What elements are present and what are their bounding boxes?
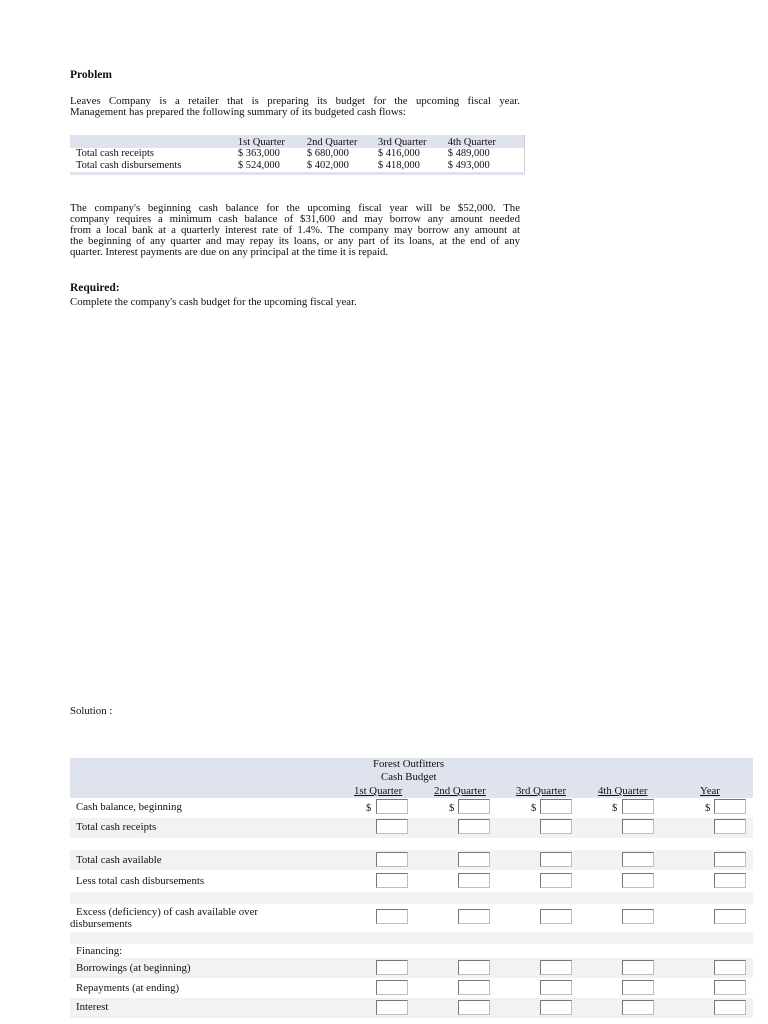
col-header-q1: 1st Quarter — [354, 785, 403, 797]
cell-value: $ 493,000 — [448, 160, 525, 174]
input-receipts-q1[interactable] — [376, 819, 408, 834]
input-repayments-q3[interactable] — [540, 980, 572, 995]
input-disbursements-q2[interactable] — [458, 873, 490, 888]
row-label-financing: Financing: — [76, 945, 123, 957]
cell-value: $ 416,000 — [377, 148, 420, 159]
details-line: quarter. Interest payments are due on any principal at the time it is repaid. — [70, 246, 389, 258]
dollar-sign: $ — [612, 803, 618, 814]
input-borrowings-year[interactable] — [714, 960, 746, 975]
row-label-interest: Interest — [76, 1001, 109, 1013]
table-row — [70, 160, 525, 174]
row-band — [70, 892, 753, 904]
required-text: Complete the company's cash budget for the upcoming fiscal year. — [70, 296, 357, 308]
row-label: Total cash disbursements — [70, 160, 236, 174]
cell-value: $ 489,000 — [448, 148, 525, 160]
input-disbursements-q4[interactable] — [622, 873, 654, 888]
col-header-q4: 4th Quarter — [598, 785, 648, 797]
input-interest-q3[interactable] — [540, 1000, 572, 1015]
summary-col-header: 1st Quarter — [236, 135, 307, 148]
input-disbursements-year[interactable] — [714, 873, 746, 888]
budget-title: Cash Budget — [381, 771, 437, 783]
input-borrowings-q1[interactable] — [376, 960, 408, 975]
input-excess-year[interactable] — [714, 909, 746, 924]
problem-heading: Problem — [70, 69, 112, 81]
summary-col-header: 2nd Quarter — [307, 135, 378, 148]
input-repayments-q4[interactable] — [622, 980, 654, 995]
input-cash-beginning-q4[interactable] — [622, 799, 654, 814]
col-header-year: Year — [700, 785, 720, 797]
input-receipts-year[interactable] — [714, 819, 746, 834]
row-band — [70, 932, 753, 944]
problem-intro — [70, 96, 520, 118]
summary-col-header: 3rd Quarter — [378, 135, 448, 148]
input-interest-q2[interactable] — [458, 1000, 490, 1015]
input-available-q3[interactable] — [540, 852, 572, 867]
row-label-excess-line1: Excess (deficiency) of cash available over — [76, 906, 258, 918]
input-interest-year[interactable] — [714, 1000, 746, 1015]
input-available-year[interactable] — [714, 852, 746, 867]
row-label-excess-line2: disbursements — [70, 918, 132, 930]
col-header-q2: 2nd Quarter — [434, 785, 486, 797]
input-available-q1[interactable] — [376, 852, 408, 867]
details-line: The company's beginning cash balance for the upcoming fiscal year will be $52,000. The — [70, 202, 520, 214]
summary-header-row — [70, 135, 525, 148]
details-line: from a local bank at a quarterly interest rate of 1.4%. The company may borrow any amount at — [70, 224, 520, 236]
input-receipts-q2[interactable] — [458, 819, 490, 834]
col-header-q3: 3rd Quarter — [516, 785, 567, 797]
input-excess-q4[interactable] — [622, 909, 654, 924]
input-excess-q3[interactable] — [540, 909, 572, 924]
cash-flow-summary-table — [70, 135, 525, 175]
input-interest-q1[interactable] — [376, 1000, 408, 1015]
row-label: Total cash receipts — [76, 148, 154, 159]
input-available-q2[interactable] — [458, 852, 490, 867]
dollar-sign: $ — [366, 803, 372, 814]
row-label-borrowings: Borrowings (at beginning) — [76, 962, 191, 974]
company-name: Forest Outfitters — [373, 758, 445, 770]
input-excess-q2[interactable] — [458, 909, 490, 924]
input-receipts-q3[interactable] — [540, 819, 572, 834]
dollar-sign: $ — [531, 803, 537, 814]
input-borrowings-q3[interactable] — [540, 960, 572, 975]
row-label-cash-beginning: Cash balance, beginning — [76, 801, 182, 813]
row-label-repayments: Repayments (at ending) — [76, 982, 180, 994]
summary-col-header: 4th Quarter — [448, 135, 525, 148]
required-heading: Required: — [70, 282, 120, 294]
input-receipts-q4[interactable] — [622, 819, 654, 834]
table-row — [70, 148, 525, 160]
input-borrowings-q4[interactable] — [622, 960, 654, 975]
input-repayments-year[interactable] — [714, 980, 746, 995]
intro-line-1: Leaves Company is a retailer that is preparing its budget for the upcoming fiscal year. — [70, 95, 520, 107]
input-disbursements-q3[interactable] — [540, 873, 572, 888]
dollar-sign: $ — [705, 803, 711, 814]
cell-value: $ 680,000 — [306, 148, 349, 159]
input-excess-q1[interactable] — [376, 909, 408, 924]
row-label-total-available: Total cash available — [76, 854, 162, 866]
cell-value: $ 418,000 — [378, 160, 448, 174]
input-repayments-q2[interactable] — [458, 980, 490, 995]
cell-value: $ 402,000 — [307, 160, 378, 174]
input-cash-beginning-year[interactable] — [714, 799, 746, 814]
problem-details — [70, 203, 520, 258]
input-repayments-q1[interactable] — [376, 980, 408, 995]
details-line: company requires a minimum cash balance of $31,600 and may borrow any amount needed — [70, 213, 520, 225]
intro-line-2: Management has prepared the following summary of its budgeted cash flows: — [70, 106, 406, 118]
input-cash-beginning-q3[interactable] — [540, 799, 572, 814]
cell-value: $ 524,000 — [236, 160, 307, 174]
input-cash-beginning-q2[interactable] — [458, 799, 490, 814]
input-disbursements-q1[interactable] — [376, 873, 408, 888]
dollar-sign: $ — [449, 803, 455, 814]
solution-label: Solution : — [70, 705, 113, 717]
input-available-q4[interactable] — [622, 852, 654, 867]
input-cash-beginning-q1[interactable] — [376, 799, 408, 814]
input-borrowings-q2[interactable] — [458, 960, 490, 975]
row-label-less-disbursements: Less total cash disbursements — [76, 875, 205, 887]
cell-value: $ 363,000 — [237, 148, 280, 159]
input-interest-q4[interactable] — [622, 1000, 654, 1015]
details-line: the beginning of any quarter and may repay its loans, or any part of its loans, at the end of any — [70, 235, 520, 247]
row-label-total-receipts: Total cash receipts — [76, 821, 157, 833]
